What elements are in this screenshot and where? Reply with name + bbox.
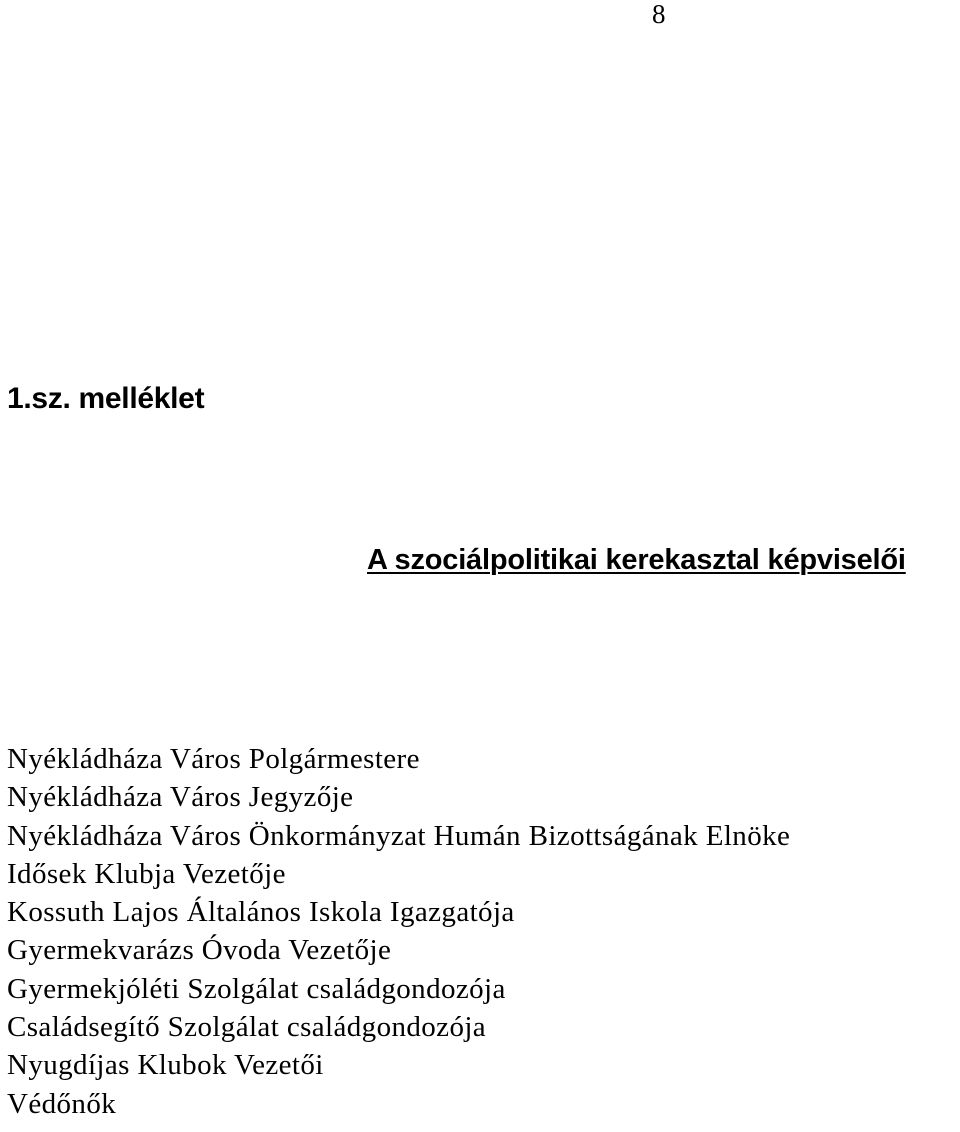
list-item: Nyékládháza Város Önkormányzat Humán Bizottságának Elnöke (7, 819, 791, 852)
page-number: 8 (652, 0, 666, 29)
list-item: Családsegítő Szolgálat családgondozója (7, 1011, 487, 1044)
section-title: A szociálpolitikai kerekasztal képviselői (367, 544, 906, 576)
annex-word: melléklet (78, 382, 205, 415)
list-item: Nyékládháza Város Polgármestere (7, 743, 420, 775)
list-item: Idősek Klubja Vezetője (7, 857, 286, 890)
list-item: Nyugdíjas Klubok Vezetői (7, 1049, 324, 1082)
member-list (7, 740, 790, 1123)
list-item: Kossuth Lajos Általános Iskola Igazgatója (7, 896, 515, 929)
list-item: Védőnők (7, 1087, 117, 1120)
annex-label (7, 381, 204, 417)
list-item: Nyékládháza Város Jegyzője (7, 781, 354, 814)
list-item: Gyermekjóléti Szolgálat családgondozója (7, 972, 506, 1005)
list-item: Gyermekvarázs Óvoda Vezetője (7, 934, 392, 967)
annex-number: 1.sz. (7, 382, 71, 415)
